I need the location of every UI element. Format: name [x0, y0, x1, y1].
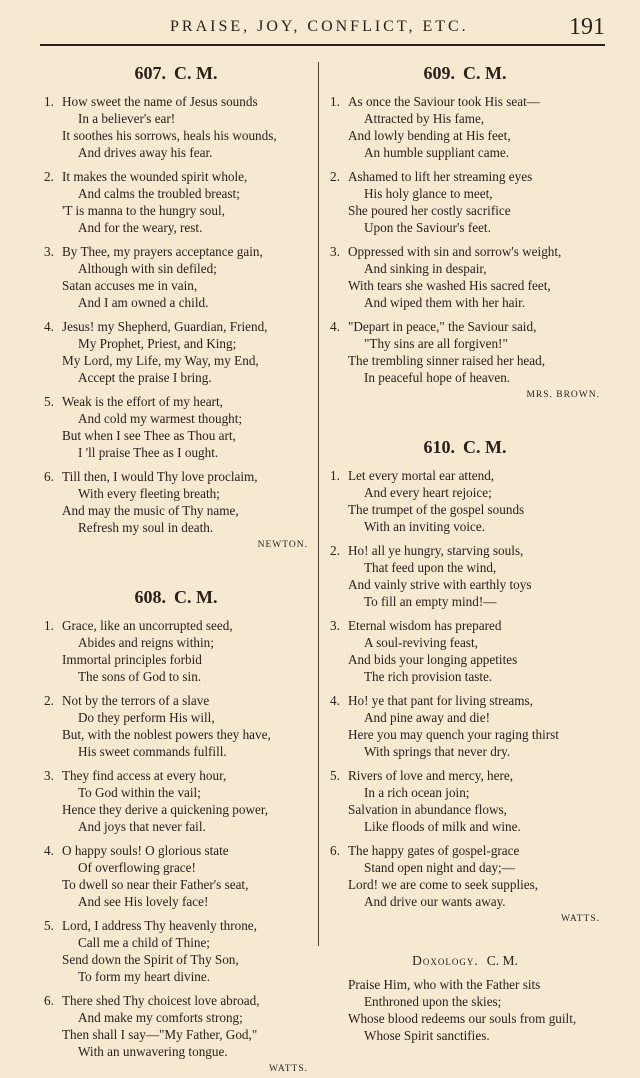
verse-line	[330, 501, 600, 518]
verse-line	[44, 634, 308, 651]
stanza-number: 1.	[44, 618, 54, 633]
verse-text: His sweet commands fulfill.	[78, 744, 227, 759]
hymn-meter: C. M.	[174, 587, 218, 607]
verse-line	[44, 709, 308, 726]
verse-line	[44, 951, 308, 968]
stanza	[330, 542, 600, 610]
verse-line	[44, 1026, 308, 1043]
verse-text: Send down the Spirit of Thy Son,	[62, 952, 239, 967]
verse-line	[330, 818, 600, 835]
verse-line	[330, 593, 600, 610]
verse-text: And every heart rejoice;	[364, 485, 492, 500]
verse-text: Immortal principles forbid	[62, 652, 202, 667]
verse-line	[44, 427, 308, 444]
verse-line	[44, 144, 308, 161]
hymn-610	[330, 434, 600, 928]
verse-text: Do they perform His will,	[78, 710, 215, 725]
verse-text: They find access at every hour,	[62, 768, 227, 783]
stanza-number: 3.	[44, 768, 54, 783]
verse-text: And drive our wants away.	[364, 894, 506, 909]
verse-line	[330, 168, 600, 185]
stanza	[44, 842, 308, 910]
stanza	[330, 168, 600, 236]
doxology-meter: C. M.	[486, 953, 518, 968]
stanza-number: 6.	[44, 469, 54, 484]
verse-text: Lord, I address Thy heavenly throne,	[62, 918, 257, 933]
stanza	[44, 992, 308, 1060]
verse-text: In a rich ocean join;	[364, 785, 470, 800]
header-rule	[40, 44, 605, 46]
doxology	[330, 950, 600, 1044]
verse-line	[330, 110, 600, 127]
verse-line	[330, 518, 600, 535]
verse-text: And I am owned a child.	[78, 295, 209, 310]
doxology-title: Doxology.	[412, 953, 479, 968]
stanza-number: 5.	[44, 394, 54, 409]
verse-text: Rivers of love and mercy, here,	[348, 768, 514, 783]
verse-line	[44, 876, 308, 893]
verse-line	[44, 318, 308, 335]
verse-line	[330, 576, 600, 593]
stanza-number: 5.	[44, 918, 54, 933]
verse-text: By Thee, my prayers acceptance gain,	[62, 244, 263, 259]
verse-text: In peaceful hope of heaven.	[364, 370, 511, 385]
verse-line	[44, 243, 308, 260]
verse-line	[330, 784, 600, 801]
stanza	[44, 243, 308, 311]
stanza-number: 4.	[330, 319, 340, 334]
verse-line	[330, 335, 600, 352]
verse-text: But, with the noblest powers they have,	[62, 727, 271, 742]
verse-text: And make my comforts strong;	[78, 1010, 243, 1025]
verse-line	[330, 692, 600, 709]
verse-text: And pine away and die!	[364, 710, 490, 725]
verse-line	[44, 519, 308, 536]
verse-line	[330, 318, 600, 335]
stanza	[44, 93, 308, 161]
stanza	[44, 468, 308, 536]
stanza	[330, 692, 600, 760]
verse-line	[330, 294, 600, 311]
verse-line	[330, 467, 600, 484]
verse-line	[330, 352, 600, 369]
stanza-number: 4.	[330, 693, 340, 708]
stanza	[44, 168, 308, 236]
verse-line	[330, 859, 600, 876]
verse-text: Stand open night and day;—	[364, 860, 515, 875]
doxology-line: Enthroned upon the skies;	[364, 994, 502, 1009]
verse-line	[330, 709, 600, 726]
verse-text: The happy gates of gospel-grace	[348, 843, 520, 858]
verse-line	[44, 784, 308, 801]
page-number: 191	[569, 14, 605, 40]
verse-line	[44, 818, 308, 835]
verse-line	[330, 651, 600, 668]
verse-text: Call me a child of Thine;	[78, 935, 210, 950]
verse-line	[330, 127, 600, 144]
verse-text: Refresh my soul in death.	[78, 520, 214, 535]
verse-text: Till then, I would Thy love proclaim,	[62, 469, 258, 484]
verse-text: Not by the terrors of a slave	[62, 693, 210, 708]
verse-text: Abides and reigns within;	[78, 635, 214, 650]
hymn-heading	[44, 584, 308, 610]
verse-text: The rich provision taste.	[364, 669, 493, 684]
verse-text: As once the Saviour took His seat—	[348, 94, 540, 109]
verse-line	[44, 335, 308, 352]
verse-text: My Prophet, Priest, and King;	[78, 336, 237, 351]
verse-text: I 'll praise Thee as I ought.	[78, 445, 219, 460]
verse-text: And sinking in despair,	[364, 261, 487, 276]
verse-text: To dwell so near their Father's seat,	[62, 877, 249, 892]
verse-text: "Depart in peace," the Saviour said,	[348, 319, 537, 334]
verse-text: Upon the Saviour's feet.	[364, 220, 491, 235]
verse-text: And wiped them with her hair.	[364, 295, 526, 310]
verse-line	[330, 93, 600, 110]
hymn-number: 610.	[423, 437, 455, 457]
stanza-number: 1.	[330, 94, 340, 109]
stanza-number: 6.	[330, 843, 340, 858]
verse-line	[44, 410, 308, 427]
stanza	[330, 617, 600, 685]
verse-line	[44, 692, 308, 709]
verse-line	[44, 260, 308, 277]
verse-line	[44, 393, 308, 410]
verse-line	[330, 767, 600, 784]
verse-line	[330, 668, 600, 685]
hymn-608	[44, 584, 308, 1078]
verse-line	[330, 634, 600, 651]
verse-text: Ho! all ye hungry, starving souls,	[348, 543, 524, 558]
verse-text: To God within the vail;	[78, 785, 201, 800]
verse-text: And for the weary, rest.	[78, 220, 203, 235]
verse-line	[44, 502, 308, 519]
left-column	[44, 60, 308, 1078]
verse-text: To fill an empty mind!—	[364, 594, 497, 609]
verse-line	[330, 219, 600, 236]
verse-text: Eternal wisdom has prepared	[348, 618, 502, 633]
doxology-heading	[330, 950, 600, 972]
verse-text: With an inviting voice.	[364, 519, 486, 534]
stanza	[330, 243, 600, 311]
verse-text: Satan accuses me in vain,	[62, 278, 198, 293]
verse-line	[44, 93, 308, 110]
verse-line	[330, 369, 600, 386]
stanza	[44, 767, 308, 835]
doxology-line: Praise Him, who with the Father sits	[348, 977, 541, 992]
verse-text: Of overflowing grace!	[78, 860, 196, 875]
running-title: PRAISE, JOY, CONFLICT, ETC.	[170, 18, 469, 35]
verse-line	[330, 202, 600, 219]
verse-text: With springs that never dry.	[364, 744, 511, 759]
verse-text: Ashamed to lift her streaming eyes	[348, 169, 533, 184]
hymn-609	[330, 60, 600, 404]
verse-text: An humble suppliant came.	[364, 145, 510, 160]
verse-line	[44, 743, 308, 760]
verse-line	[44, 767, 308, 784]
stanza-number: 3.	[330, 618, 340, 633]
verse-line	[44, 468, 308, 485]
verse-text: The trumpet of the gospel sounds	[348, 502, 525, 517]
verse-line	[330, 144, 600, 161]
verse-line	[330, 743, 600, 760]
stanza	[330, 767, 600, 835]
stanza-number: 5.	[330, 768, 340, 783]
stanza-number: 2.	[330, 543, 340, 558]
verse-text: Ho! ye that pant for living streams,	[348, 693, 533, 708]
verse-text: And may the music of Thy name,	[62, 503, 239, 518]
verse-text: With an unwavering tongue.	[78, 1044, 228, 1059]
hymn-author: WATTS.	[269, 1064, 308, 1074]
hymn-author: NEWTON.	[257, 540, 308, 550]
doxology-line: Whose blood redeems our souls from guilt,	[348, 1011, 577, 1026]
verse-text: To form my heart divine.	[78, 969, 211, 984]
verse-text: With tears she washed His sacred feet,	[348, 278, 551, 293]
verse-line	[44, 110, 308, 127]
stanza-number: 2.	[44, 693, 54, 708]
verse-line	[44, 1009, 308, 1026]
hymn-meter: C. M.	[463, 437, 507, 457]
verse-line	[44, 352, 308, 369]
verse-line	[44, 185, 308, 202]
verse-text: How sweet the name of Jesus sounds	[62, 94, 258, 109]
column-divider	[318, 62, 319, 946]
verse-line	[44, 726, 308, 743]
verse-text: And see His lovely face!	[78, 894, 209, 909]
verse-text: The trembling sinner raised her head,	[348, 353, 546, 368]
stanza-number: 2.	[330, 169, 340, 184]
verse-text: There shed Thy choicest love abroad,	[62, 993, 260, 1008]
verse-text: My Lord, my Life, my Way, my End,	[62, 353, 259, 368]
verse-line	[330, 876, 600, 893]
verse-line	[44, 801, 308, 818]
verse-text: And cold my warmest thought;	[78, 411, 243, 426]
verse-text: Here you may quench your raging thirst	[348, 727, 559, 742]
verse-text: In a believer's ear!	[78, 111, 176, 126]
verse-text: And lowly bending at His feet,	[348, 128, 511, 143]
verse-line	[44, 917, 308, 934]
verse-text: Oppressed with sin and sorrow's weight,	[348, 244, 562, 259]
stanza	[44, 692, 308, 760]
verse-line	[330, 893, 600, 910]
hymn-author: WATTS.	[561, 914, 600, 924]
stanza	[44, 917, 308, 985]
verse-text: Like floods of milk and wine.	[364, 819, 521, 834]
verse-text: His holy glance to meet,	[364, 186, 493, 201]
stanza-number: 1.	[330, 468, 340, 483]
doxology-line: Whose Spirit sanctifies.	[364, 1028, 490, 1043]
verse-text: O happy souls! O glorious state	[62, 843, 229, 858]
hymn-607	[44, 60, 308, 554]
stanza-number: 4.	[44, 843, 54, 858]
stanza-number: 4.	[44, 319, 54, 334]
verse-line	[44, 219, 308, 236]
hymn-meter: C. M.	[463, 63, 507, 83]
verse-line	[44, 168, 308, 185]
verse-line	[330, 542, 600, 559]
verse-text: And calms the troubled breast;	[78, 186, 240, 201]
verse-text: 'T is manna to the hungry soul,	[62, 203, 225, 218]
verse-text: Accept the praise I bring.	[78, 370, 212, 385]
stanza	[44, 318, 308, 386]
verse-line	[44, 127, 308, 144]
verse-line	[330, 277, 600, 294]
verse-text: She poured her costly sacrifice	[348, 203, 511, 218]
verse-line	[44, 202, 308, 219]
hymn-number: 607.	[134, 63, 166, 83]
verse-text: And drives away his fear.	[78, 145, 213, 160]
verse-line	[44, 968, 308, 985]
verse-text: With every fleeting breath;	[78, 486, 220, 501]
verse-text: Grace, like an uncorrupted seed,	[62, 618, 233, 633]
verse-text: Weak is the effort of my heart,	[62, 394, 223, 409]
verse-line	[330, 842, 600, 859]
verse-text: It makes the wounded spirit whole,	[62, 169, 248, 184]
hymn-heading	[330, 60, 600, 86]
verse-text: Let every mortal ear attend,	[348, 468, 495, 483]
doxology-stanza	[330, 976, 600, 1044]
stanza	[330, 93, 600, 161]
verse-line	[330, 484, 600, 501]
verse-text: Jesus! my Shepherd, Guardian, Friend,	[62, 319, 268, 334]
stanza	[330, 318, 600, 386]
stanza-number: 3.	[44, 244, 54, 259]
verse-line	[330, 617, 600, 634]
stanza	[44, 393, 308, 461]
verse-text: "Thy sins are all forgiven!"	[364, 336, 508, 351]
verse-line	[330, 185, 600, 202]
verse-text: A soul-reviving feast,	[364, 635, 478, 650]
verse-line	[44, 277, 308, 294]
verse-line	[44, 859, 308, 876]
verse-text: Attracted by His fame,	[364, 111, 485, 126]
verse-line	[330, 260, 600, 277]
hymn-heading	[330, 434, 600, 460]
stanza	[44, 617, 308, 685]
verse-text: Then shall I say—"My Father, God,"	[62, 1027, 258, 1042]
verse-text: But when I see Thee as Thou art,	[62, 428, 236, 443]
verse-line	[44, 842, 308, 859]
verse-text: Lord! we are come to seek supplies,	[348, 877, 539, 892]
stanza-number: 2.	[44, 169, 54, 184]
verse-text: It soothes his sorrows, heals his wounds,	[62, 128, 277, 143]
verse-text: And joys that never fail.	[78, 819, 206, 834]
verse-text: And vainly strive with earthly toys	[348, 577, 532, 592]
verse-line	[44, 485, 308, 502]
verse-line	[330, 559, 600, 576]
verse-line	[44, 934, 308, 951]
verse-text: And bids your longing appetites	[348, 652, 518, 667]
verse-line	[330, 801, 600, 818]
verse-text: Hence they derive a quickening power,	[62, 802, 268, 817]
verse-line	[44, 651, 308, 668]
verse-line	[44, 294, 308, 311]
hymn-author: MRS. BROWN.	[526, 390, 600, 400]
stanza-number: 1.	[44, 94, 54, 109]
hymn-meter: C. M.	[174, 63, 218, 83]
verse-line	[44, 617, 308, 634]
verse-line	[330, 726, 600, 743]
verse-line	[44, 444, 308, 461]
page-header	[40, 14, 605, 44]
verse-line	[44, 992, 308, 1009]
stanza	[330, 842, 600, 910]
stanza-number: 3.	[330, 244, 340, 259]
verse-text: The sons of God to sin.	[78, 669, 202, 684]
verse-text: Although with sin defiled;	[78, 261, 217, 276]
verse-line	[44, 369, 308, 386]
verse-line	[44, 668, 308, 685]
verse-text: That feed upon the wind,	[364, 560, 497, 575]
stanza-number: 6.	[44, 993, 54, 1008]
hymn-number: 609.	[423, 63, 455, 83]
hymn-heading	[44, 60, 308, 86]
verse-line	[44, 1043, 308, 1060]
verse-line	[330, 243, 600, 260]
verse-text: Salvation in abundance flows,	[348, 802, 507, 817]
right-column	[330, 60, 600, 1044]
verse-line	[44, 893, 308, 910]
hymn-number: 608.	[134, 587, 166, 607]
stanza	[330, 467, 600, 535]
